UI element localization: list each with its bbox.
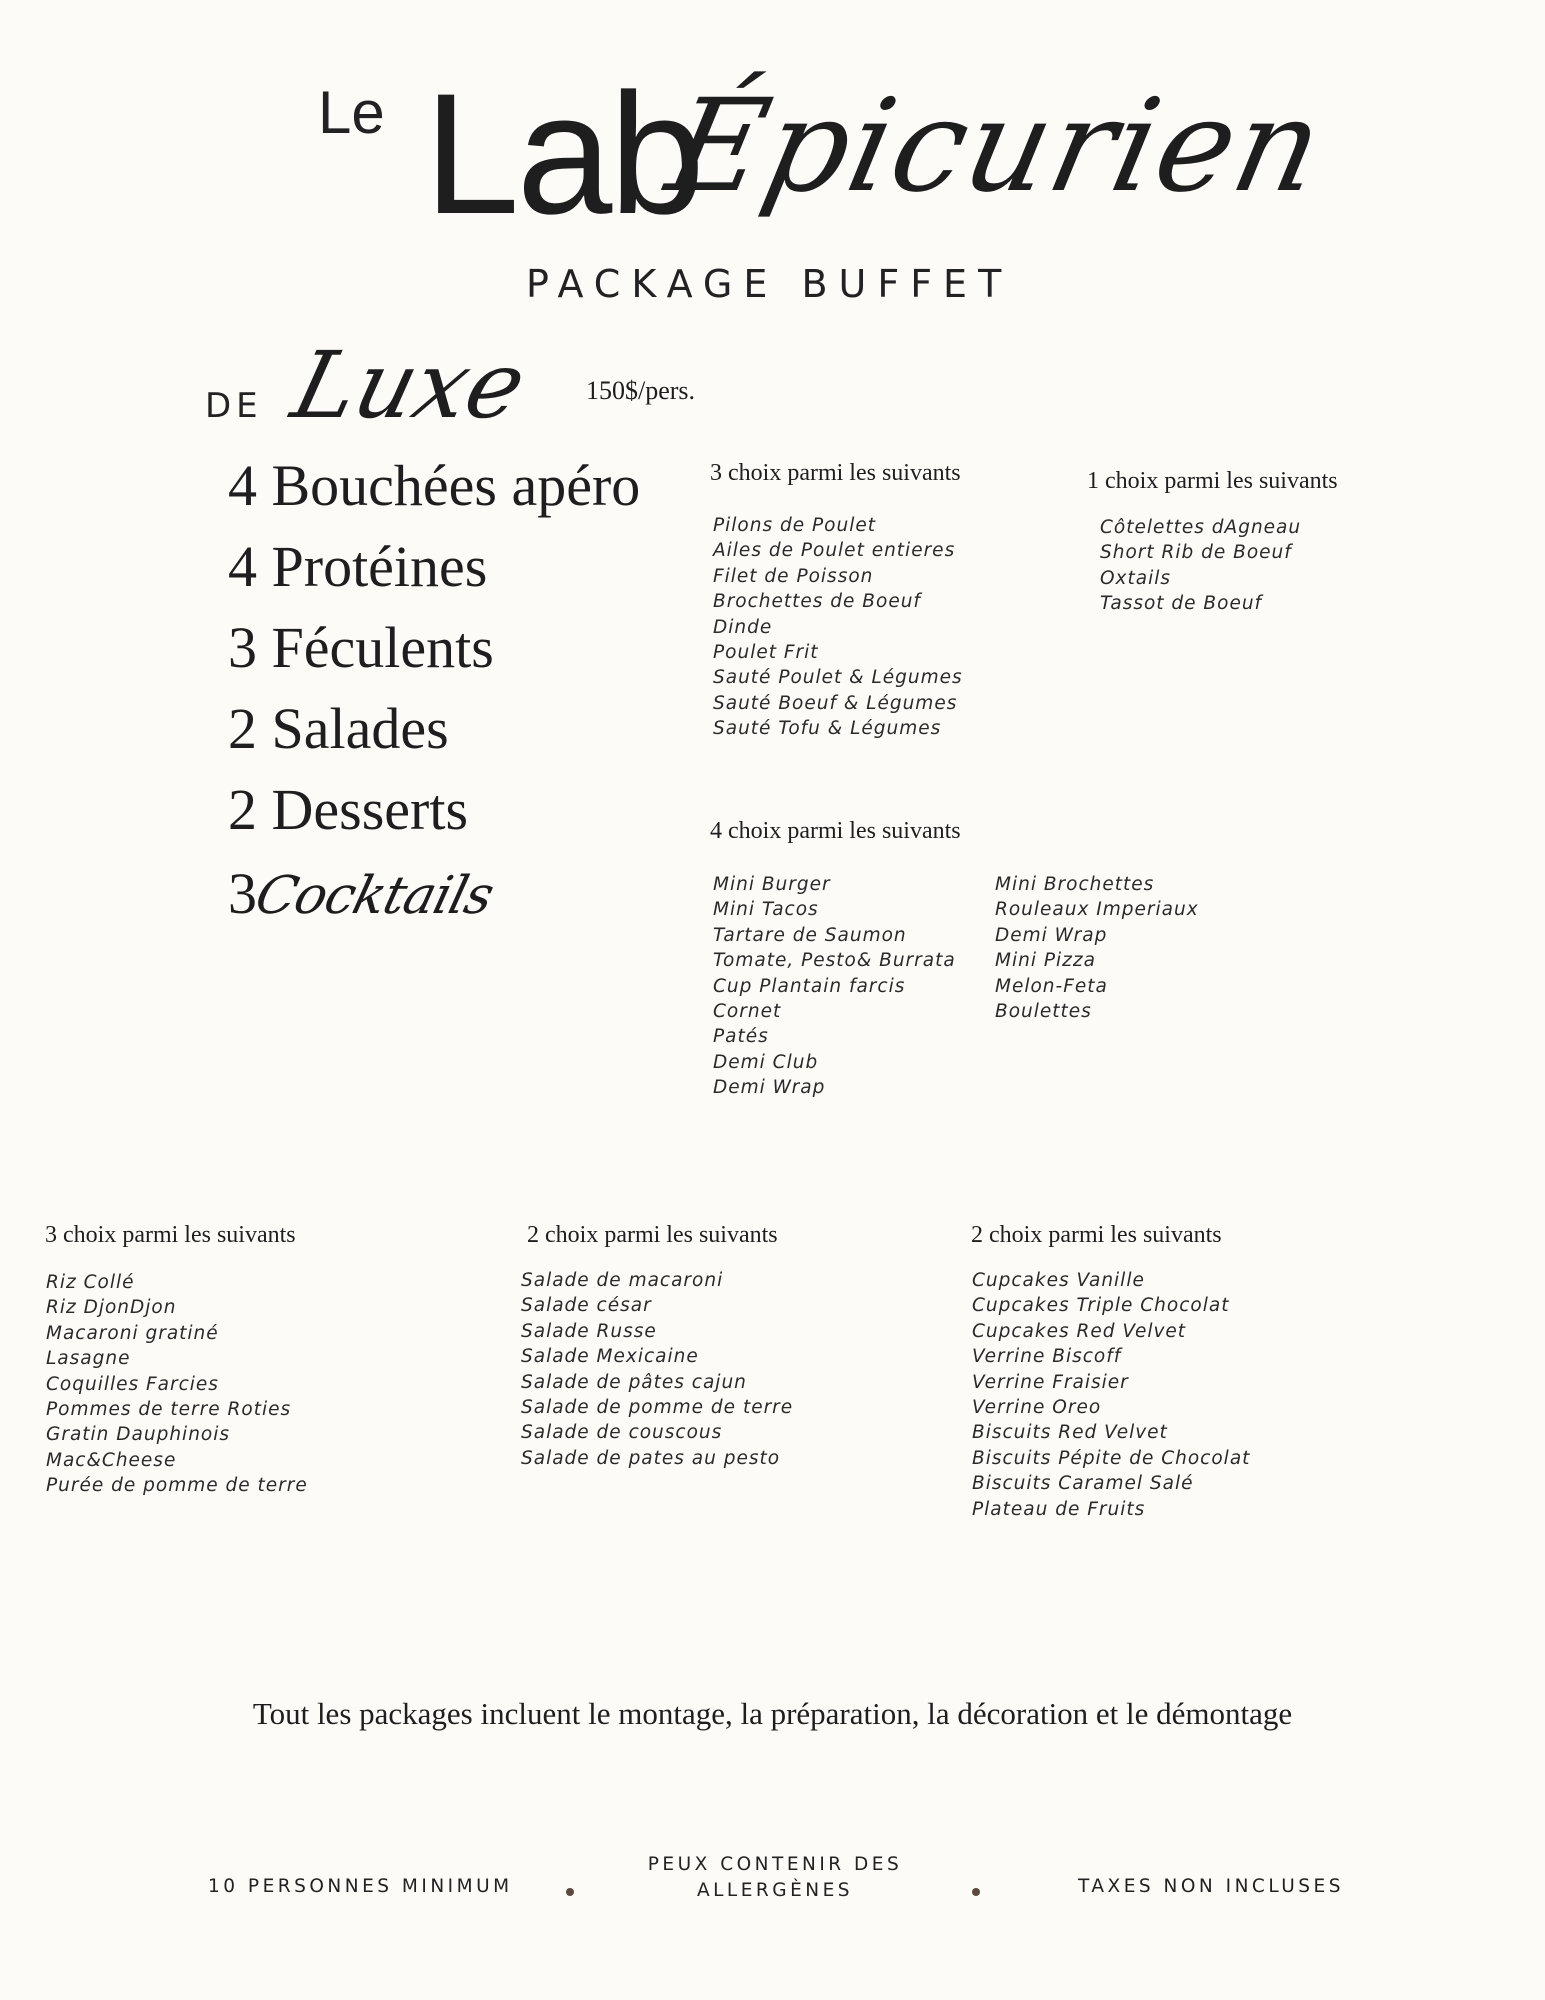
summary-item-bouchees: 4 Bouchées apéro (228, 453, 641, 518)
summary-item-salades: 2 Salades (228, 696, 449, 761)
summary-item-cocktails (228, 860, 500, 927)
list-item: Patés (713, 1026, 769, 1048)
cocktails-label: Cocktails (249, 866, 500, 926)
list-item: Cupcakes Vanille (972, 1270, 1145, 1291)
list-item: Salade de macaroni (521, 1270, 724, 1291)
premium-title: 1 choix parmi les suivants (1087, 468, 1338, 494)
premium-list (1100, 515, 1301, 617)
list-item: Riz DjonDjon (46, 1297, 177, 1319)
list-item: Verrine Biscoff (972, 1346, 1122, 1368)
feculents-list (46, 1270, 308, 1499)
list-item: Short Rib de Boeuf (1100, 542, 1292, 564)
footer-note: Tout les packages incluent le montage, la préparation, la décoration et le démontage (252, 1696, 1293, 1731)
list-item: Macaroni gratiné (46, 1322, 219, 1344)
list-item: Sauté Tofu & Légumes (713, 718, 942, 740)
summary-item-desserts: 2 Desserts (228, 777, 469, 842)
bouchees-title: 4 choix parmi les suivants (710, 818, 961, 844)
footer-taxes: TAXES NON INCLUSES (1078, 1876, 1344, 1897)
list-item: Salade de pates au pesto (521, 1447, 781, 1469)
package-de: DE (205, 386, 263, 426)
list-item: Poulet Frit (713, 641, 819, 663)
list-item: Cornet (713, 1000, 782, 1022)
list-item: Plateau de Fruits (972, 1498, 1146, 1520)
list-item: Tartare de Saumon (713, 924, 907, 946)
list-item: Demi Club (713, 1051, 819, 1073)
list-item: Tomate, Pesto& Burrata (713, 950, 956, 972)
title-epicurien: Épicurien (656, 72, 1337, 221)
proteines-list (713, 513, 963, 742)
list-item: Sauté Poulet & Légumes (713, 667, 963, 689)
list-item: Mac&Cheese (46, 1449, 177, 1471)
footer-minimum: 10 PERSONNES MINIMUM (208, 1876, 513, 1897)
list-item: Ailes de Poulet entieres (713, 540, 956, 562)
list-item: Boulettes (995, 1000, 1092, 1022)
list-item: Salade de pâtes cajun (521, 1371, 747, 1393)
list-item: Riz Collé (46, 1272, 135, 1293)
list-item: Mini Pizza (995, 950, 1096, 972)
desserts-list (972, 1268, 1250, 1522)
list-item: Salade Mexicaine (521, 1346, 699, 1368)
package-subtitle: PACKAGE BUFFET (526, 262, 1013, 306)
list-item: Sauté Boeuf & Légumes (713, 692, 958, 714)
list-item: Melon-Feta (995, 975, 1108, 997)
list-item: Tassot de Boeuf (1100, 593, 1263, 615)
list-item: Cupcakes Triple Chocolat (972, 1295, 1230, 1317)
list-item: Lasagne (46, 1348, 131, 1370)
feculents-title: 3 choix parmi les suivants (45, 1222, 296, 1248)
list-item: Cupcakes Red Velvet (972, 1320, 1187, 1342)
list-item: Salade de pomme de terre (521, 1396, 794, 1418)
list-item: Dinde (713, 616, 773, 638)
list-item: Pommes de terre Roties (46, 1398, 292, 1420)
list-item: Biscuits Caramel Salé (972, 1473, 1194, 1495)
salades-list (521, 1268, 793, 1471)
list-item: Filet de Poisson (713, 565, 874, 587)
bouchees-list-col1 (713, 872, 956, 1101)
list-item: Demi Wrap (713, 1077, 826, 1099)
cocktails-count: 3 (228, 861, 257, 926)
package-luxe: Luxe (282, 332, 537, 439)
list-item: Salade de couscous (521, 1422, 723, 1444)
list-item: Coquilles Farcies (46, 1373, 219, 1395)
package-price: 150$/pers. (586, 376, 696, 405)
title-le: Le (318, 79, 385, 146)
footer-allergen: PEUX CONTENIR DES ALLERGÈNES (647, 1854, 903, 1901)
bouchees-list-col2 (995, 872, 1199, 1024)
title-lab: Lab (424, 58, 702, 250)
list-item: Côtelettes dAgneau (1100, 517, 1302, 538)
list-item: Verrine Oreo (972, 1396, 1102, 1418)
proteines-title: 3 choix parmi les suivants (710, 460, 961, 486)
list-item: Brochettes de Boeuf (713, 591, 921, 613)
list-item: Mini Tacos (713, 899, 819, 921)
list-item: Pilons de Poulet (713, 515, 876, 536)
list-item: Mini Brochettes (995, 874, 1155, 895)
list-item: Biscuits Pépite de Chocolat (972, 1447, 1251, 1469)
list-item: Mini Burger (713, 874, 831, 895)
list-item: Salade Russe (521, 1320, 657, 1342)
desserts-title: 2 choix parmi les suivants (971, 1222, 1222, 1248)
separator-dot (566, 1888, 574, 1896)
summary-item-proteines: 4 Protéines (228, 534, 488, 599)
list-item: Biscuits Red Velvet (972, 1422, 1168, 1444)
list-item: Demi Wrap (995, 924, 1108, 946)
list-item: Salade césar (521, 1295, 652, 1317)
summary-item-feculents: 3 Féculents (228, 615, 494, 680)
list-item: Gratin Dauphinois (46, 1424, 231, 1446)
list-item: Oxtails (1100, 567, 1172, 589)
list-item: Purée de pomme de terre (46, 1475, 308, 1497)
list-item: Cup Plantain farcis (713, 975, 906, 997)
salades-title: 2 choix parmi les suivants (527, 1222, 778, 1248)
list-item: Rouleaux Imperiaux (995, 899, 1199, 921)
list-item: Verrine Fraisier (972, 1371, 1129, 1393)
separator-dot (972, 1888, 980, 1896)
